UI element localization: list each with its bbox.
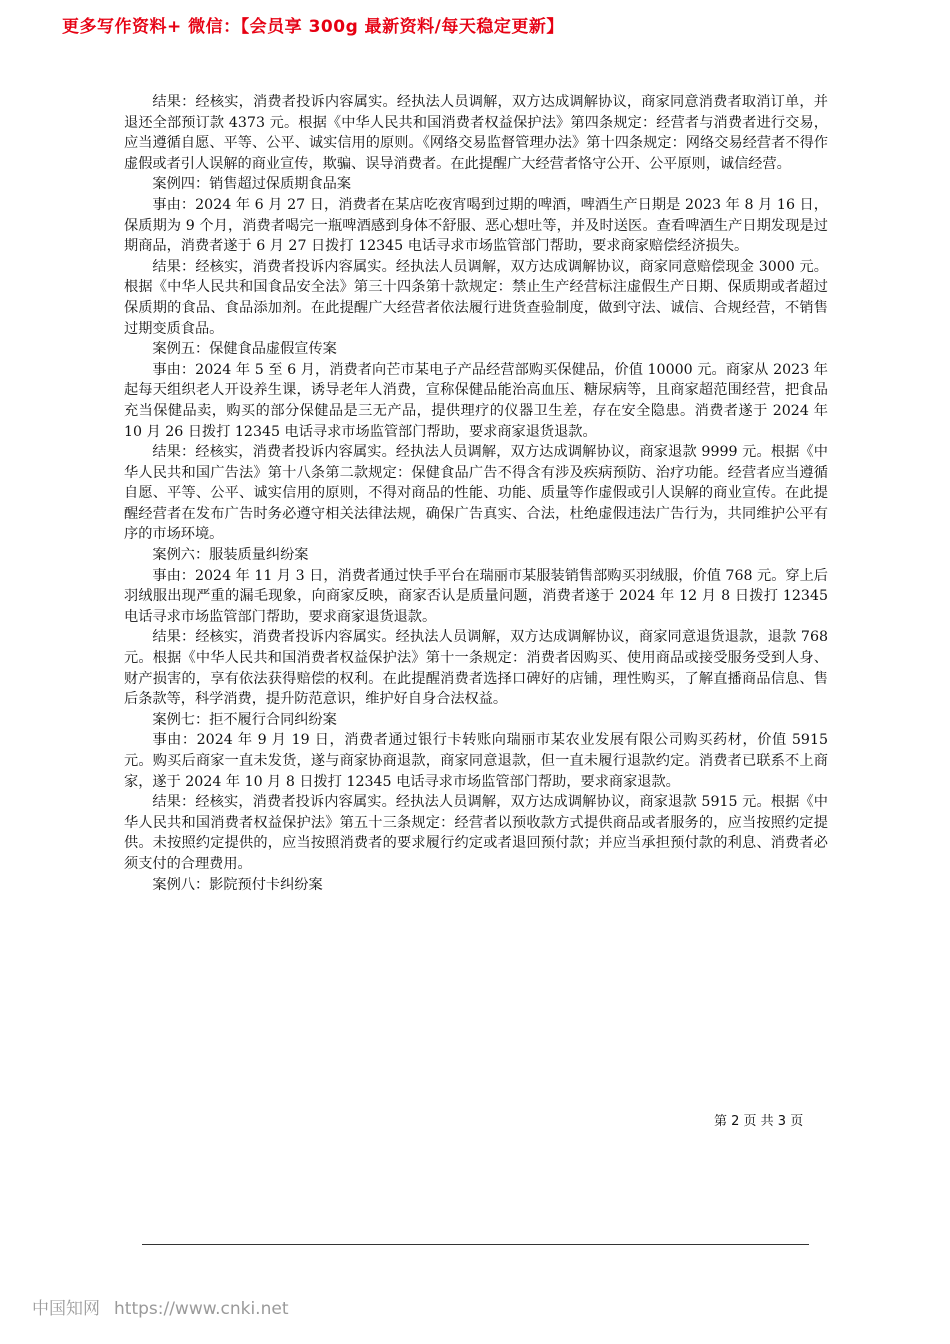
paragraph-result-case3: 结果：经核实，消费者投诉内容属实。经执法人员调解，双方达成调解协议，商家同意消费者取消订单，并退还全部预订款 4373 元。根据《中华人民共和国消费者权益保护法》第四条规定：经营者与消费者进行交易，应当遵循自愿、平等、公平、诚实信用的原则。《网络交易监督管理办法》第十四条规定：网络交易经营者不得作虚假或者引人误解的商业宣传，欺骗、误导消费者。在此提醒广大经营者恪守公开、公平原则，诚信经营。 bbox=[124, 94, 828, 172]
paragraph-result-case7: 结果：经核实，消费者投诉内容属实。经执法人员调解，双方达成调解协议，商家退款 5915 元。根据《中华人民共和国消费者权益保护法》第五十三条规定：经营者以预收款方式提供商品或者服务的，应当按照约定提供。未按照约定提供的，应当按照消费者的要求履行约定或者退回预付款；并应当承担预付款的利息、消费者必须支付的合理费用。 bbox=[124, 794, 828, 872]
page-number: 第 2 页 共 3 页 bbox=[714, 1114, 804, 1129]
paragraph-cause-case5: 事由：2024 年 5 至 6 月，消费者向芒市某电子产品经营部购买保健品，价值 10000 元。商家从 2023 年起每天组织老人开设养生课，诱导老年人消费，宣称保健品能治高血压、糖尿病等，且商家超范围经营，把食品充当保健品卖，购买的部分保健品是三无产品，提供理疗的仪器卫生差，存在安全隐患。消费者遂于 2024 年 10 月 26 日拨打 12345 电话寻求市场监管部门帮助，要求商家退货退款。 bbox=[124, 361, 828, 440]
case-heading-4: 案例四：销售超过保质期食品案 bbox=[152, 176, 352, 193]
watermark-brand: 中国知网 bbox=[32, 1299, 100, 1319]
paragraph-cause-case7: 事由：2024 年 9 月 19 日，消费者通过银行卡转账向瑞丽市某农业发展有限公司购买药材，价值 5915 元。购买后商家一直未发货，遂与商家协商退款，商家同意退款，但一直未履行退款约定。消费者已联系不上商家，遂于 2024 年 10 月 8 日拨打 12345 电话寻求市场监管部门帮助，要求商家退款。 bbox=[124, 732, 828, 790]
footer-divider bbox=[142, 1244, 809, 1245]
case-heading-5: 案例五：保健食品虚假宣传案 bbox=[152, 341, 337, 358]
paragraph-result-case5: 结果：经核实，消费者投诉内容属实。经执法人员调解，双方达成调解协议，商家退款 9999 元。根据《中华人民共和国广告法》第十八条第二款规定：保健食品广告不得含有涉及疾病预防、治疗功能。经营者应当遵循自愿、平等、公平、诚实信用的原则，不得对商品的性能、功能、质量等作虚假或引人误解的商业宣传。在此提醒经营者在发布广告时务必遵守相关法律法规，确保广告真实、合法，杜绝虚假违法广告行为，共同维护公平有序的市场环境。 bbox=[124, 444, 828, 543]
watermark-url: https://www.cnki.net bbox=[114, 1299, 289, 1319]
paragraph-cause-case6: 事由：2024 年 11 月 3 日，消费者通过快手平台在瑞丽市某服装销售部购买羽绒服，价值 768 元。穿上后羽绒服出现严重的漏毛现象，向商家反映，商家否认是质量问题，消费者遂于 2024 年 12 月 8 日拨打 12345 电话寻求市场监管部门帮助，要求商家退货退款。 bbox=[124, 567, 828, 625]
case-heading-6: 案例六：服装质量纠纷案 bbox=[152, 547, 309, 564]
paragraph-cause-case4: 事由：2024 年 6 月 27 日，消费者在某店吃夜宵喝到过期的啤酒，啤酒生产日期是 2023 年 8 月 16 日，保质期为 9 个月，消费者喝完一瓶啤酒感到身体不舒服、恶心想吐等，并及时送医。查看啤酒生产日期发现是过期商品，消费者遂于 6 月 27 日拨打 12345 电话寻求市场监管部门帮助，要求商家赔偿经济损失。 bbox=[124, 196, 828, 255]
document-body bbox=[124, 92, 828, 895]
case-heading-7: 案例七：拒不履行合同纠纷案 bbox=[152, 711, 337, 728]
case-heading-8: 案例八：影院预付卡纠纷案 bbox=[152, 876, 323, 893]
cnki-watermark bbox=[32, 1294, 288, 1319]
paragraph-result-case6: 结果：经核实，消费者投诉内容属实。经执法人员调解，双方达成调解协议，商家同意退货退款，退款 768 元。根据《中华人民共和国消费者权益保护法》第十一条规定：消费者因购买、使用商品或接受服务受到人身、财产损害的，享有依法获得赔偿的权利。在此提醒消费者选择口碑好的店铺，理性购买，了解直播商品信息、售后条款等，科学消费，提升防范意识，维护好自身合法权益。 bbox=[124, 629, 828, 708]
promo-banner: 更多写作资料+ 微信：【会员享 300g 最新资料/每天稳定更新】 bbox=[62, 17, 564, 37]
paragraph-result-case4: 结果：经核实，消费者投诉内容属实。经执法人员调解，双方达成调解协议，商家同意赔偿现金 3000 元。根据《中华人民共和国食品安全法》第三十四条第十款规定：禁止生产经营标注虚假生产日期、保质期或者超过保质期的食品、食品添加剂。在此提醒广大经营者依法履行进货查验制度，做到守法、诚信、合规经营，不销售过期变质食品。 bbox=[124, 258, 828, 337]
